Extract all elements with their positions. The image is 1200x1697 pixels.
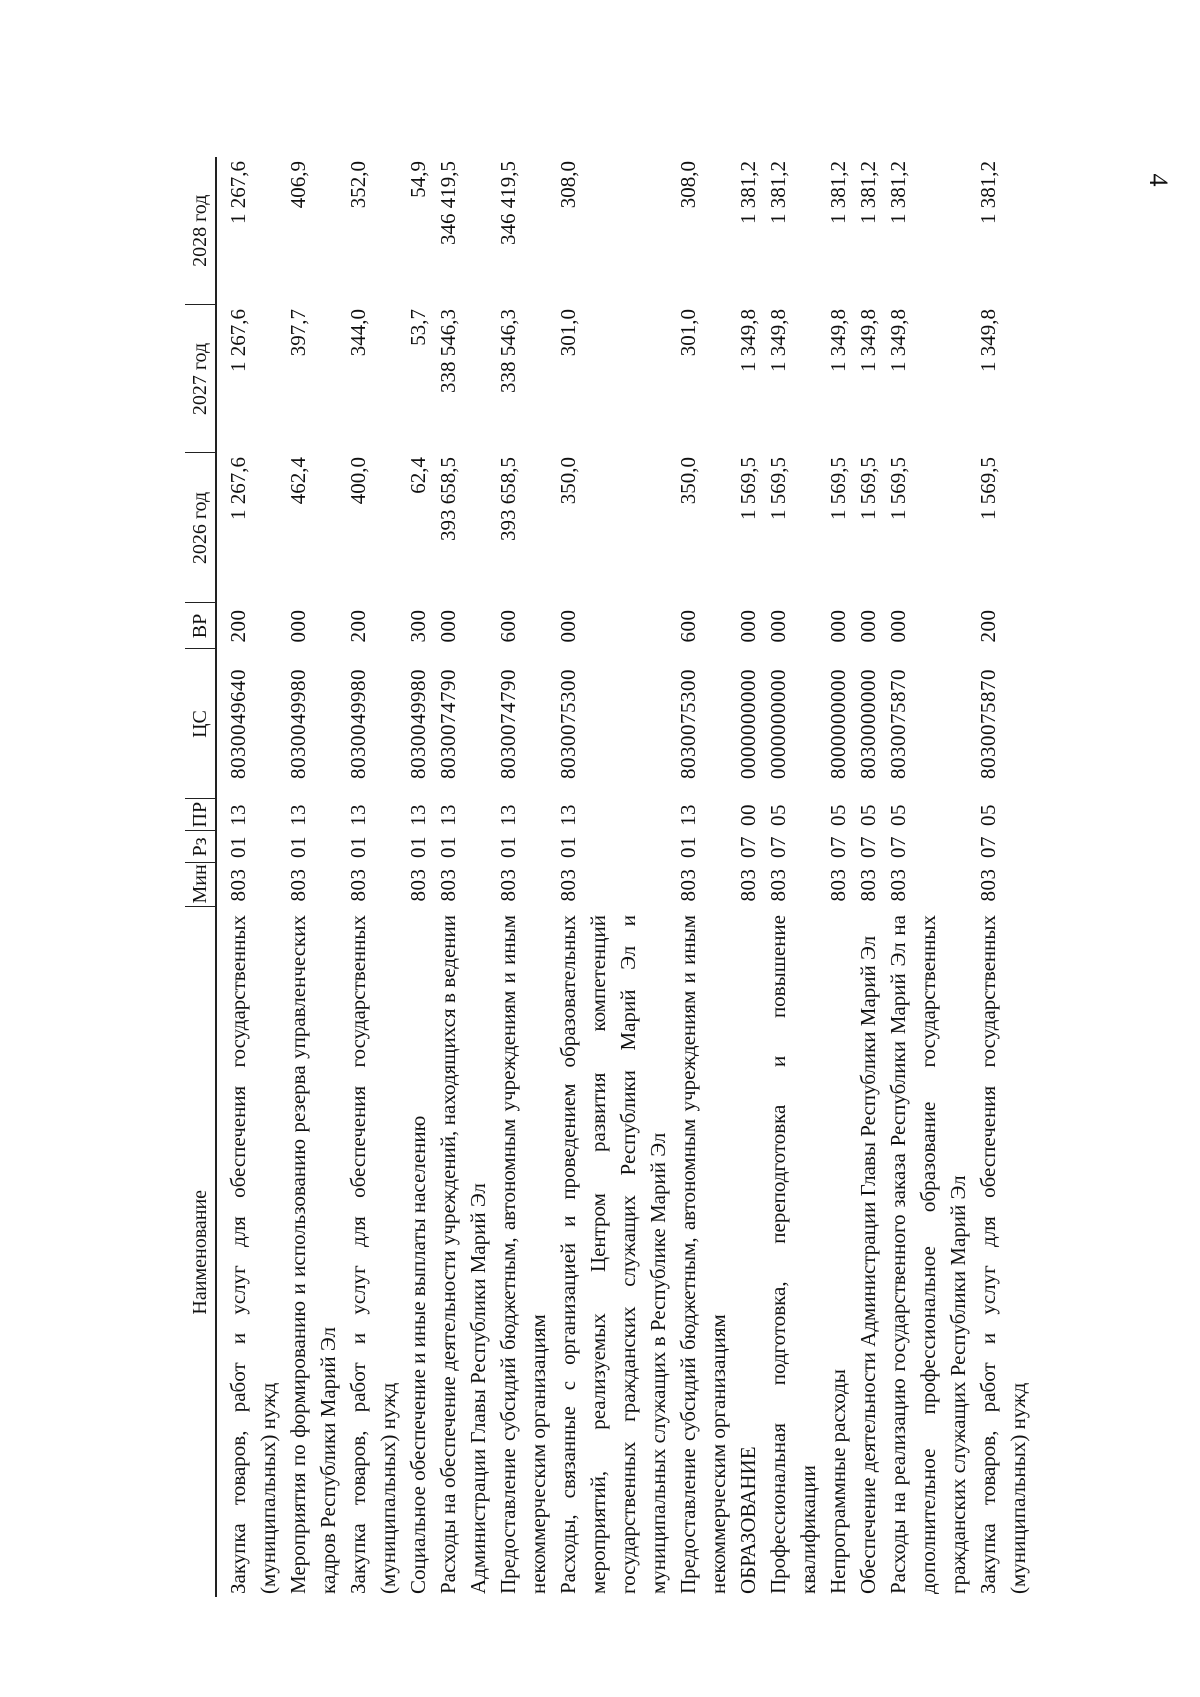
row-name: Закупка товаров, работ и услуг для обеспечения государственных (муниципальных) нужд xyxy=(226,915,280,1594)
row-vr: 300 xyxy=(406,609,430,643)
row-vr: 600 xyxy=(496,609,520,643)
row-cs: 8030075300 xyxy=(676,669,700,779)
row-2028: 54,9 xyxy=(406,161,430,198)
row-2027: 344,0 xyxy=(346,309,370,357)
row-2026: 1 569,5 xyxy=(886,457,910,520)
row-cs: 0000000000 xyxy=(766,669,790,779)
row-name: Закупка товаров, работ и услуг для обеспечения государственных (муниципальных) нужд xyxy=(976,915,1030,1594)
row-pr: 13 xyxy=(226,804,250,826)
row-vr: 000 xyxy=(826,609,850,643)
row-cs: 8030075300 xyxy=(556,669,580,779)
row-2027: 1 349,8 xyxy=(886,309,910,372)
row-pr: 00 xyxy=(736,804,760,826)
row-rz: 01 xyxy=(286,836,310,858)
row-rz: 07 xyxy=(856,836,880,858)
row-vr: 600 xyxy=(676,609,700,643)
row-2028: 1 267,6 xyxy=(226,161,250,224)
row-name: ОБРАЗОВАНИЕ xyxy=(736,1446,760,1594)
table-row xyxy=(216,157,283,1597)
row-vr: 000 xyxy=(886,609,910,643)
row-vr: 000 xyxy=(736,609,760,643)
row-vr: 000 xyxy=(556,609,580,643)
table-row xyxy=(853,157,883,1597)
table-row xyxy=(493,157,553,1597)
row-vr: 000 xyxy=(766,609,790,643)
row-min: 803 xyxy=(436,868,460,902)
row-2027: 53,7 xyxy=(406,309,430,346)
row-2028: 1 381,2 xyxy=(886,161,910,224)
row-name: Социальное обеспечение и иные выплаты населению xyxy=(406,1115,430,1594)
row-rz: 01 xyxy=(436,836,460,858)
row-2027: 397,7 xyxy=(286,309,310,357)
row-min: 803 xyxy=(976,868,1000,902)
row-rz: 01 xyxy=(226,836,250,858)
table-row xyxy=(763,157,823,1597)
row-2026: 1 569,5 xyxy=(736,457,760,520)
row-rz: 01 xyxy=(556,836,580,858)
row-min: 803 xyxy=(886,868,910,902)
row-2028: 1 381,2 xyxy=(766,161,790,224)
row-min: 803 xyxy=(346,868,370,902)
row-2028: 308,0 xyxy=(556,161,580,209)
row-rz: 01 xyxy=(346,836,370,858)
row-cs: 8030074790 xyxy=(436,669,460,779)
row-vr: 000 xyxy=(856,609,880,643)
row-vr: 200 xyxy=(346,609,370,643)
row-rz: 07 xyxy=(976,836,1000,858)
row-min: 803 xyxy=(826,868,850,902)
row-pr: 05 xyxy=(856,804,880,826)
row-pr: 13 xyxy=(676,804,700,826)
row-name: Расходы на реализацию государственного заказа Республики Марий Эл на дополнительное профессиональное образование государственных гражданских служащих Республики Марий Эл xyxy=(886,915,970,1594)
row-2028: 1 381,2 xyxy=(826,161,850,224)
page-number: 4 xyxy=(1144,173,1173,187)
row-2028: 1 381,2 xyxy=(856,161,880,224)
table-row xyxy=(553,157,673,1597)
header-name: Наименование xyxy=(185,907,216,1597)
row-pr: 13 xyxy=(286,804,310,826)
row-name: Предоставление субсидий бюджетным, автономным учреждениям и иным некоммерческим организациям xyxy=(676,915,730,1594)
row-rz: 07 xyxy=(766,836,790,858)
row-min: 803 xyxy=(556,868,580,902)
row-rz: 01 xyxy=(406,836,430,858)
row-min: 803 xyxy=(406,868,430,902)
row-cs: 8030049640 xyxy=(226,669,250,779)
row-pr: 13 xyxy=(436,804,460,826)
row-rz: 07 xyxy=(886,836,910,858)
table-row xyxy=(973,157,1033,1597)
row-2026: 393 658,5 xyxy=(496,457,520,541)
row-2027: 1 349,8 xyxy=(856,309,880,372)
row-pr: 05 xyxy=(766,804,790,826)
row-vr: 200 xyxy=(226,609,250,643)
row-2027: 301,0 xyxy=(556,309,580,357)
row-2026: 1 569,5 xyxy=(826,457,850,520)
row-2026: 393 658,5 xyxy=(436,457,460,541)
table-header xyxy=(185,157,216,1597)
row-rz: 07 xyxy=(826,836,850,858)
row-2027: 1 349,8 xyxy=(766,309,790,372)
row-2028: 346 419,5 xyxy=(496,161,520,245)
row-2026: 62,4 xyxy=(406,457,430,494)
row-2028: 1 381,2 xyxy=(976,161,1000,224)
row-2027: 301,0 xyxy=(676,309,700,357)
row-rz: 01 xyxy=(496,836,520,858)
row-2026: 1 569,5 xyxy=(976,457,1000,520)
row-pr: 13 xyxy=(496,804,520,826)
row-2027: 1 349,8 xyxy=(736,309,760,372)
row-2027: 1 349,8 xyxy=(826,309,850,372)
header-2028: 2028 год xyxy=(185,157,216,305)
table-row xyxy=(733,157,763,1597)
row-2027: 338 546,3 xyxy=(436,309,460,393)
table-row xyxy=(823,157,853,1597)
row-2026: 350,0 xyxy=(556,457,580,505)
row-pr: 13 xyxy=(556,804,580,826)
table-row xyxy=(343,157,403,1597)
table-body xyxy=(216,157,1033,1597)
row-vr: 000 xyxy=(286,609,310,643)
table-row xyxy=(403,157,433,1597)
row-name: Мероприятия по формированию и использованию резерва управленческих кадров Республики Марий Эл xyxy=(286,915,340,1594)
row-min: 803 xyxy=(766,868,790,902)
header-2026: 2026 год xyxy=(185,453,216,603)
row-2028: 352,0 xyxy=(346,161,370,209)
row-rz: 01 xyxy=(676,836,700,858)
row-name: Обеспечение деятельности Администрации Главы Республики Марий Эл xyxy=(856,935,880,1594)
row-2026: 462,4 xyxy=(286,457,310,505)
row-name: Закупка товаров, работ и услуг для обеспечения государственных (муниципальных) нужд xyxy=(346,915,400,1594)
header-cs: ЦС xyxy=(185,649,216,799)
header-min: Мин xyxy=(185,863,216,907)
row-2027: 1 267,6 xyxy=(226,309,250,372)
row-pr: 05 xyxy=(886,804,910,826)
row-2026: 1 569,5 xyxy=(856,457,880,520)
row-cs: 8030049980 xyxy=(346,669,370,779)
header-rz: Рз xyxy=(185,831,216,863)
row-name: Расходы, связанные с организацией и проведением образовательных мероприятий, реализуемых Центром развития компетенций государственных гражданских служащих Республики Марий Эл и муниципальных служащих в Республике Марий Эл xyxy=(556,915,670,1594)
header-pr: ПР xyxy=(185,799,216,831)
table-row xyxy=(883,157,973,1597)
row-min: 803 xyxy=(226,868,250,902)
row-min: 803 xyxy=(676,868,700,902)
header-vr: ВР xyxy=(185,603,216,649)
row-2026: 400,0 xyxy=(346,457,370,505)
row-2028: 406,9 xyxy=(286,161,310,209)
row-pr: 13 xyxy=(406,804,430,826)
row-2028: 308,0 xyxy=(676,161,700,209)
budget-table-rotated xyxy=(185,157,1030,1597)
row-cs: 8030074790 xyxy=(496,669,520,779)
row-2026: 1 267,6 xyxy=(226,457,250,520)
row-min: 803 xyxy=(736,868,760,902)
row-name: Непрограммные расходы xyxy=(826,1369,850,1594)
budget-table xyxy=(185,157,1033,1597)
row-cs: 8030075870 xyxy=(976,669,1000,779)
row-cs: 8030075870 xyxy=(886,669,910,779)
table-row xyxy=(673,157,733,1597)
row-2028: 346 419,5 xyxy=(436,161,460,245)
row-min: 803 xyxy=(856,868,880,902)
row-name: Расходы на обеспечение деятельности учреждений, находящихся в ведении Администрации Главы Республики Марий Эл xyxy=(436,915,490,1594)
row-2027: 1 349,8 xyxy=(976,309,1000,372)
row-vr: 200 xyxy=(976,609,1000,643)
row-name: Предоставление субсидий бюджетным, автономным учреждениям и иным некоммерческим организациям xyxy=(496,915,550,1594)
header-2027: 2027 год xyxy=(185,305,216,453)
row-min: 803 xyxy=(286,868,310,902)
row-name: Профессиональная подготовка, переподготовка и повышение квалификации xyxy=(766,915,820,1594)
row-2028: 1 381,2 xyxy=(736,161,760,224)
row-2026: 1 569,5 xyxy=(766,457,790,520)
table-row xyxy=(433,157,493,1597)
row-pr: 13 xyxy=(346,804,370,826)
row-rz: 07 xyxy=(736,836,760,858)
row-pr: 05 xyxy=(826,804,850,826)
row-cs: 0000000000 xyxy=(736,669,760,779)
row-cs: 8000000000 xyxy=(826,669,850,779)
row-2026: 350,0 xyxy=(676,457,700,505)
row-vr: 000 xyxy=(436,609,460,643)
row-pr: 05 xyxy=(976,804,1000,826)
row-cs: 8030049980 xyxy=(406,669,430,779)
row-2027: 338 546,3 xyxy=(496,309,520,393)
table-row xyxy=(283,157,343,1597)
row-cs: 8030049980 xyxy=(286,669,310,779)
row-cs: 8030000000 xyxy=(856,669,880,779)
row-min: 803 xyxy=(496,868,520,902)
